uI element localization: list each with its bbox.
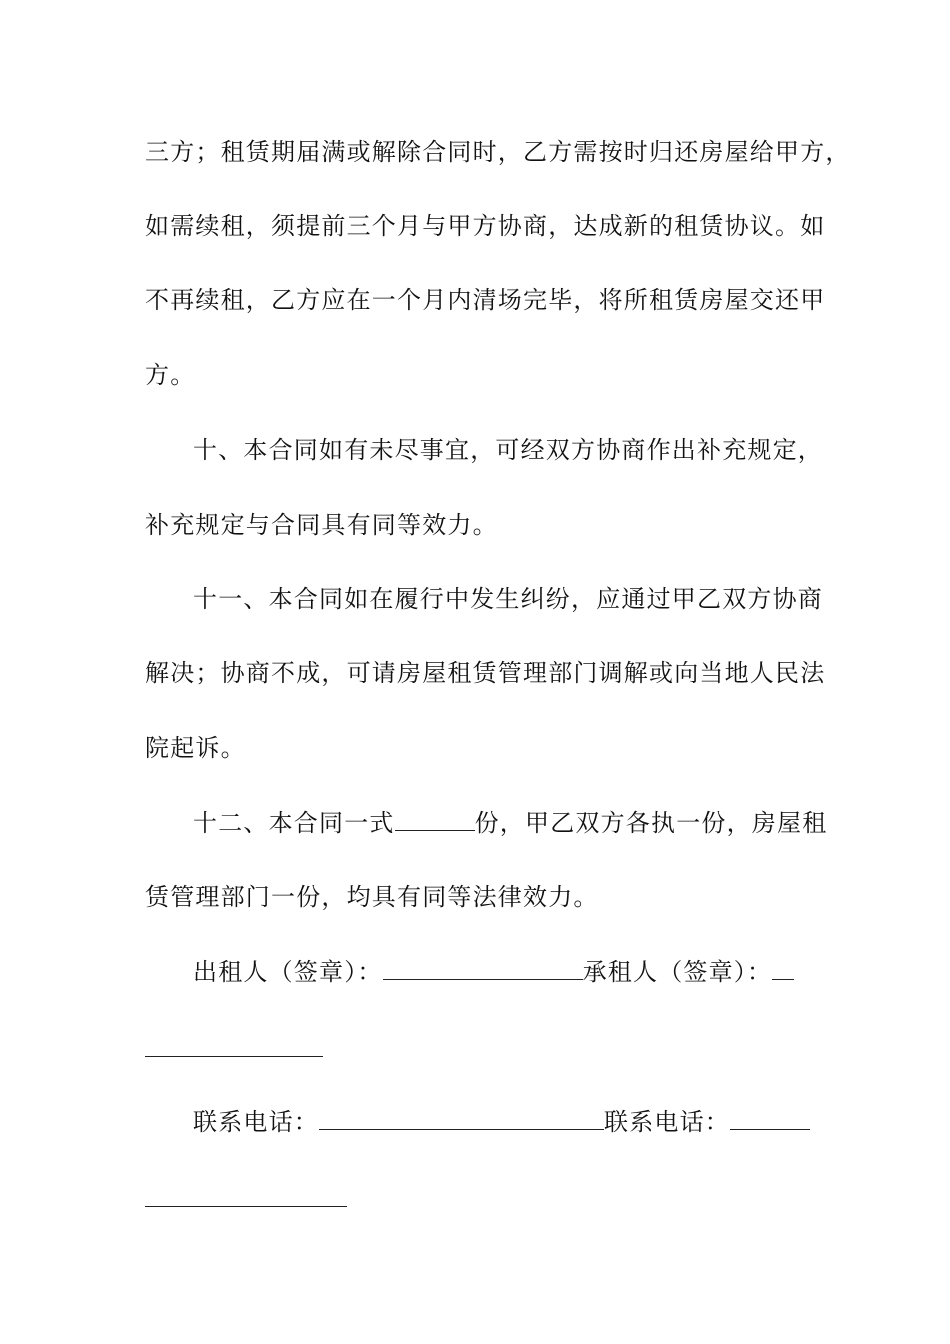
lessor-phone-label: 联系电话： xyxy=(193,1108,319,1136)
clause-9-line-2: 如需续租，须提前三个月与甲方协商，达成新的租赁协议。如 xyxy=(145,212,826,240)
lessor-phone-blank[interactable] xyxy=(319,1107,604,1130)
clause-11-line-1: 十一、本合同如在履行中发生纠纷，应通过甲乙双方协商 xyxy=(193,585,823,613)
clause-11-line-2: 解决；协商不成，可请房屋租赁管理部门调解或向当地人民法 xyxy=(145,659,826,687)
copies-blank-field[interactable] xyxy=(395,808,475,831)
clause-12-line-1 xyxy=(193,805,828,841)
clause-12-text-a: 十二、本合同一式 xyxy=(193,809,395,837)
lessor-signature-label: 出租人（签章）： xyxy=(193,958,383,986)
clause-11-line-3: 院起诉。 xyxy=(145,734,246,762)
clause-9-line-1: 三方；租赁期届满或解除合同时，乙方需按时归还房屋给甲方， xyxy=(145,138,851,166)
clause-9-line-3: 不再续租，乙方应在一个月内清场完毕，将所租赁房屋交还甲 xyxy=(145,286,826,314)
clause-9-line-4: 方。 xyxy=(145,361,196,389)
clause-10-line-1: 十、本合同如有未尽事宜，可经双方协商作出补充规定， xyxy=(193,436,823,464)
lessee-signature-blank-continued[interactable] xyxy=(145,1056,323,1057)
clause-12-text-b: 份，甲乙双方各执一份，房屋租 xyxy=(474,809,828,837)
clause-10-line-2: 补充规定与合同具有同等效力。 xyxy=(145,511,498,539)
lessor-signature-blank[interactable] xyxy=(383,957,583,980)
lessee-phone-blank-continued[interactable] xyxy=(145,1206,347,1207)
lessee-signature-blank-start[interactable] xyxy=(772,957,794,980)
clause-12-line-2: 赁管理部门一份，均具有同等法律效力。 xyxy=(145,883,599,911)
lessee-phone-blank-start[interactable] xyxy=(730,1107,810,1130)
phone-line xyxy=(193,1104,813,1140)
lessee-phone-label: 联系电话： xyxy=(604,1108,730,1136)
signature-line xyxy=(193,954,813,990)
lessee-signature-label: 承租人（签章）： xyxy=(582,958,773,986)
